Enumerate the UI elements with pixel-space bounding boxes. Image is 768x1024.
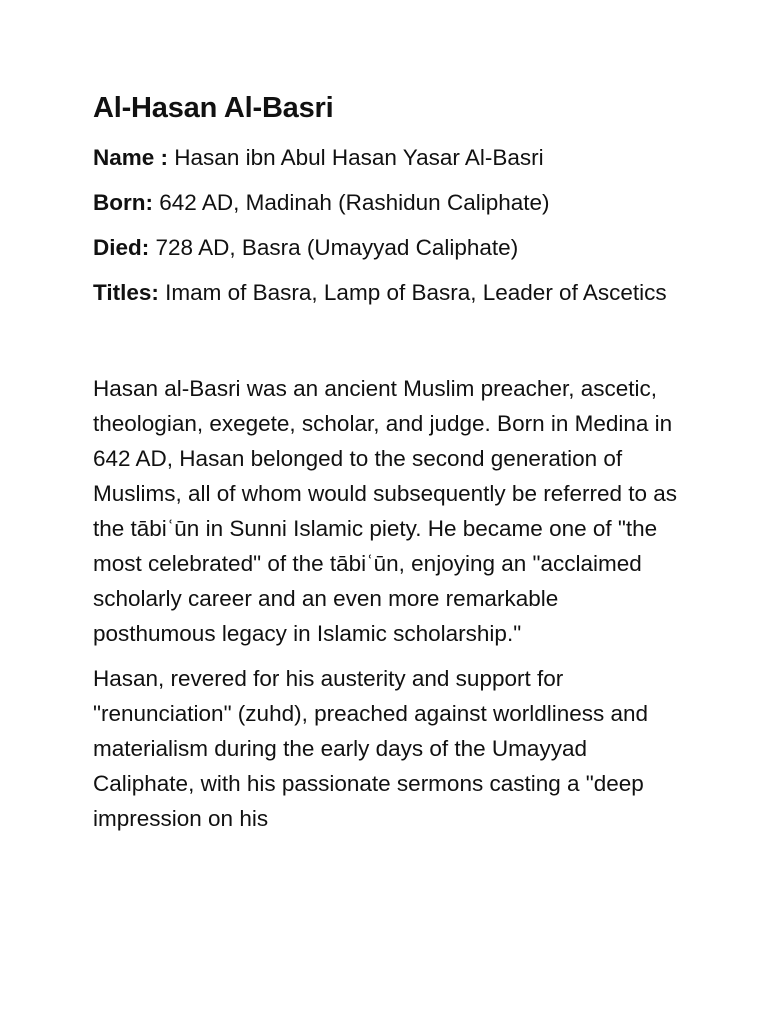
name-value: Hasan ibn Abul Hasan Yasar Al-Basri <box>174 145 544 170</box>
titles-field <box>93 275 683 310</box>
died-field <box>93 230 683 265</box>
titles-value: Imam of Basra, Lamp of Basra, Leader of Ascetics <box>165 280 667 305</box>
born-value: 642 AD, Madinah (Rashidun Caliphate) <box>159 190 550 215</box>
biography-paragraph-2: Hasan, revered for his austerity and support for "renunciation" (zuhd), preached against worldliness and materialism during the early days of the Umayyad Caliphate, with his passionate sermons casting a "deep impression on his <box>93 666 649 831</box>
name-label: Name : <box>93 145 169 170</box>
born-field <box>93 185 683 220</box>
born-label: Born: <box>93 190 153 215</box>
name-field <box>93 140 683 175</box>
biography-paragraph-1: Hasan al-Basri was an ancient Muslim preacher, ascetic, theologian, exegete, scholar, and judge. Born in Medina in 642 AD, Hasan belonged to the second generation of Muslims, all of whom would subsequently be referred to as the tābiʿūn in Sunni Islamic piety. He became one of "the most celebrated" of the tābiʿūn, enjoying an "acclaimed scholarly career and an even more remarkable posthumous legacy in Islamic scholarship." <box>93 376 678 646</box>
died-value: 728 AD, Basra (Umayyad Caliphate) <box>155 235 519 260</box>
titles-label: Titles: <box>93 280 159 305</box>
page-title: Al-Hasan Al-Basri <box>93 92 334 124</box>
died-label: Died: <box>93 235 150 260</box>
document-body <box>93 88 683 836</box>
